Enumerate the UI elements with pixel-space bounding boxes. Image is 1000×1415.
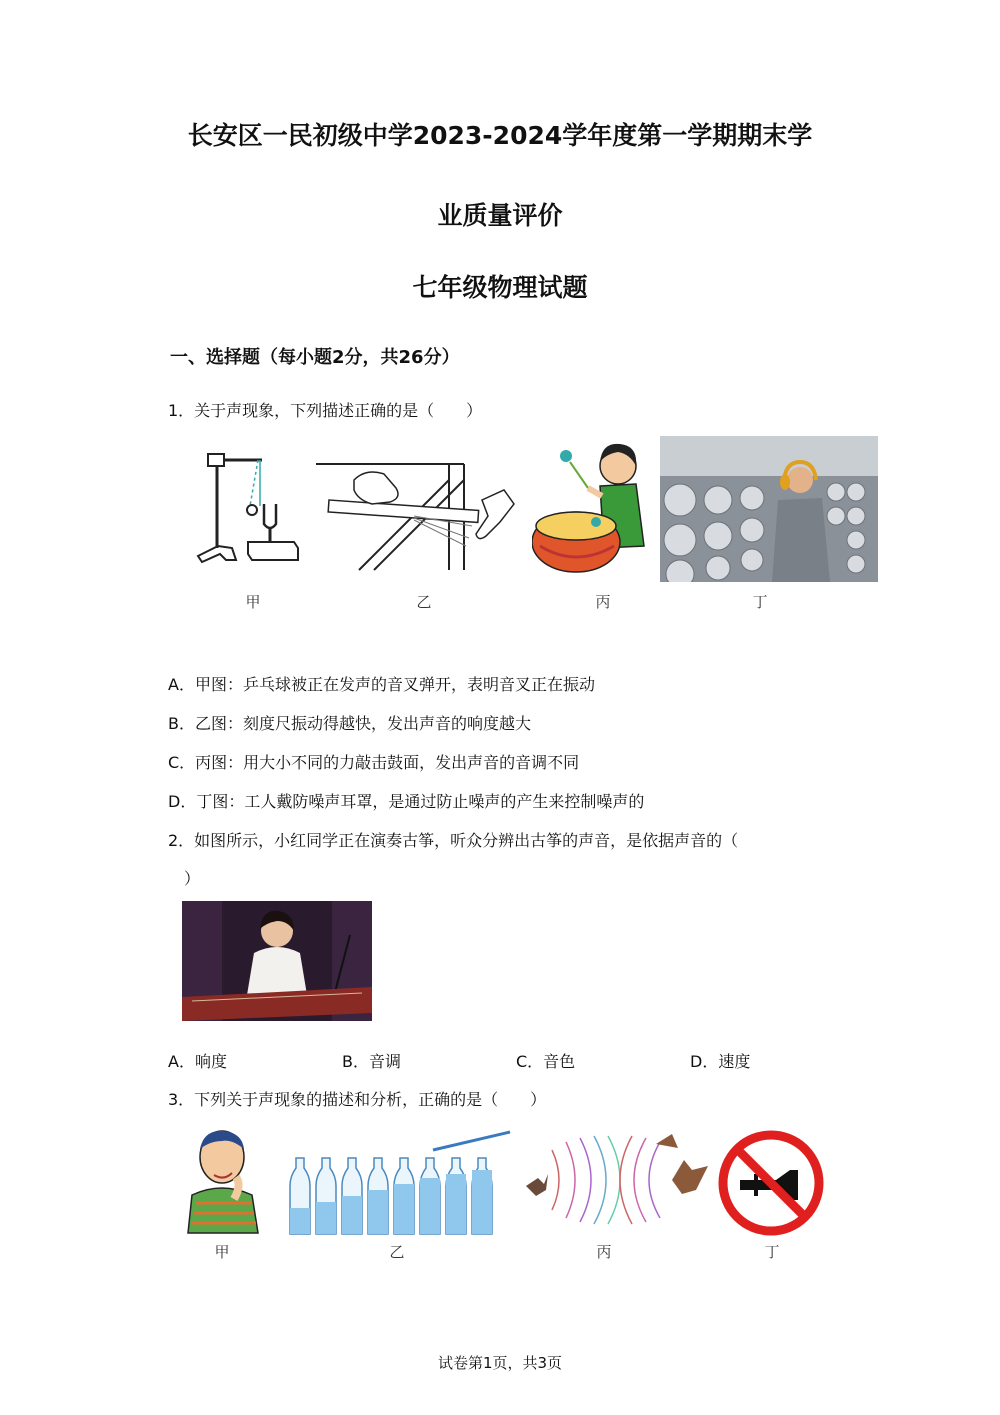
q3-figure-boy <box>182 1125 267 1235</box>
page-footer: 试卷第1页，共3页 <box>437 1354 563 1372</box>
q1-option-c: C．丙图：用大小不同的力敲击鼓面，发出声音的音调不同 <box>168 753 580 772</box>
exam-title-line2: 业质量评价 <box>437 201 563 230</box>
q1-figure-ruler <box>314 460 524 575</box>
exam-subtitle: 七年级物理试题 <box>412 273 588 302</box>
q2-option-c: C．音色 <box>516 1052 576 1071</box>
exam-title-line1: 长安区一民初级中学2023-2024学年度第一学期期末学 <box>187 121 813 150</box>
q1-figure-factory-photo <box>660 436 878 582</box>
q1-caption-d: 丁 <box>752 593 768 611</box>
q1-option-a: A．甲图：乒乓球被正在发声的音叉弹开，表明音叉正在振动 <box>168 675 595 694</box>
q3-figure-bottles <box>288 1128 513 1236</box>
q3-caption-b: 乙 <box>389 1243 405 1261</box>
q3-figure-no-horn-sign <box>718 1130 824 1236</box>
q1-caption-c: 丙 <box>595 593 611 611</box>
q3-caption-c: 丙 <box>596 1243 612 1261</box>
q1-option-b: B．乙图：刻度尺振动得越快，发出声音的响度越大 <box>168 714 531 733</box>
q2-option-b: B．音调 <box>342 1052 401 1071</box>
q2-option-d: D．速度 <box>690 1052 751 1071</box>
q1-figure-drum <box>532 436 652 578</box>
q1-caption-a: 甲 <box>245 593 261 611</box>
question-2-stem-end: ） <box>184 869 201 888</box>
q2-figure-guzheng-photo <box>182 901 372 1021</box>
q2-option-a: A．响度 <box>168 1052 227 1071</box>
q1-option-d: D．丁图：工人戴防噪声耳罩，是通过防止噪声的产生来控制噪声的 <box>168 792 645 811</box>
question-3-stem: 3．下列关于声现象的描述和分析，正确的是（ ） <box>168 1090 547 1109</box>
q3-caption-d: 丁 <box>764 1243 780 1261</box>
q1-caption-b: 乙 <box>416 593 432 611</box>
q1-figure-tuning-fork <box>190 448 305 573</box>
q3-figure-bat-echolocation <box>522 1130 712 1230</box>
question-2-stem: 2．如图所示，小红同学正在演奏古筝，听众分辨出古筝的声音，是依据声音的（ <box>168 831 739 850</box>
question-1-stem: 1．关于声现象，下列描述正确的是（ ） <box>168 401 483 420</box>
q3-caption-a: 甲 <box>214 1243 230 1261</box>
section-heading: 一、选择题（每小题2分，共26分） <box>170 347 460 368</box>
